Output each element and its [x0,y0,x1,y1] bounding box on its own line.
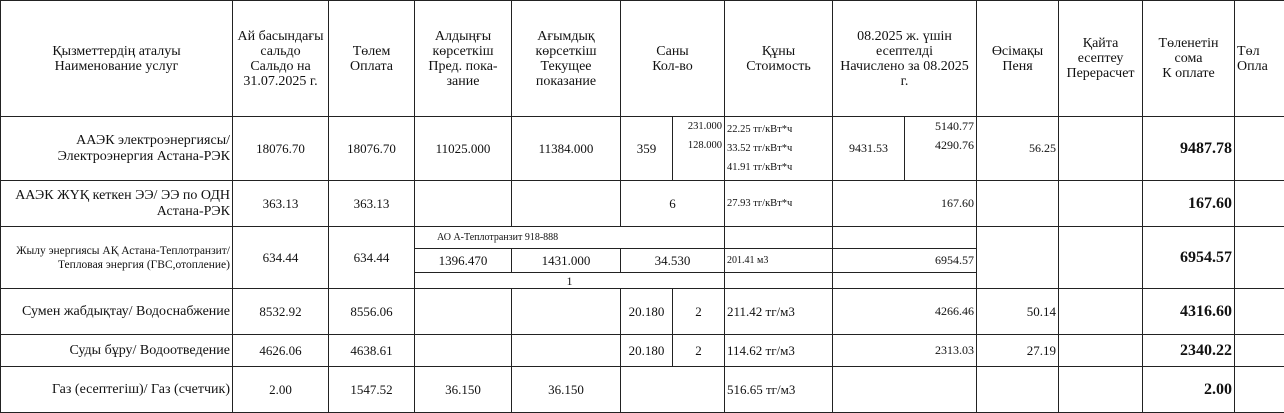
rate-list: 22.25 тг/кВт*ч 33.52 тг/кВт*ч 41.91 тг/кВт*ч [725,117,833,181]
payment-cell: 1547.52 [329,367,415,413]
cut-off-cell [1235,181,1284,227]
payment-cell: 363.13 [329,181,415,227]
recalc-cell [1059,289,1143,335]
rate-cell [725,227,833,249]
recalc-cell [1059,117,1143,181]
topay-cell: 4316.60 [1143,289,1235,335]
balance-cell: 8532.92 [233,289,329,335]
curr-reading-cell [512,335,621,367]
rate-cell [725,273,833,289]
payment-cell: 8556.06 [329,289,415,335]
rate-cell: 211.42 тг/м3 [725,289,833,335]
topay-cell: 2340.22 [1143,335,1235,367]
balance-cell: 2.00 [233,367,329,413]
quantity-parts: 231.000 128.000 [673,117,725,181]
cut-off-cell [1235,367,1284,413]
header-prev-reading: Алдыңғы көрсеткіш Пред. пока-зание [415,1,512,117]
header-quantity: Саны Кол-во [621,1,725,117]
header-topay: Төленетін сома К оплате [1143,1,1235,117]
meter-label: АО А-Теплотранзит 918-888 [415,227,725,249]
quantity-cell: 6 [621,181,725,227]
recalc-cell [1059,367,1143,413]
balance-cell: 18076.70 [233,117,329,181]
quantity-cell [621,367,725,413]
rate-cell: 114.62 тг/м3 [725,335,833,367]
accrued-cell [833,227,977,249]
header-row [1,1,1284,117]
quantity-total: 359 [621,117,673,181]
header-accrued: 08.2025 ж. үшін есептелді Начислено за 08.2025 г. [833,1,977,117]
quantity-cell: 20.180 [621,289,673,335]
accrued-cell: 4266.46 [833,289,977,335]
header-curr-reading: Ағымдық көрсеткіш Текущее показание [512,1,621,117]
accrued-cell [833,273,977,289]
payment-cell: 4638.61 [329,335,415,367]
table-row-sewer [1,335,1284,367]
recalc-cell [1059,335,1143,367]
prev-reading-cell: 36.150 [415,367,512,413]
prev-reading-cell [415,335,512,367]
accrued-cell [833,367,977,413]
accrued-parts: 5140.77 4290.76 [905,117,977,181]
curr-reading-cell [512,289,621,335]
table-row-electricity [1,117,1284,181]
accrued-total: 9431.53 [833,117,905,181]
topay-cell: 9487.78 [1143,117,1235,181]
penalty-cell [977,367,1059,413]
table-row-heat [1,227,1284,249]
rate-cell: 201.41 м3 [725,249,833,273]
penalty-cell [977,181,1059,227]
accrued-cell: 2313.03 [833,335,977,367]
curr-reading-cell: 36.150 [512,367,621,413]
topay-cell: 6954.57 [1143,227,1235,289]
rate-cell: 516.65 тг/м3 [725,367,833,413]
topay-cell: 167.60 [1143,181,1235,227]
cut-off-cell [1235,335,1284,367]
service-name: Сумен жабдықтау/ Водоснабжение [1,289,233,335]
extra-cell: 1 [415,273,725,289]
service-name: ААЭК электроэнергиясы/ Электроэнергия Астана-РЭК [1,117,233,181]
penalty-cell: 50.14 [977,289,1059,335]
curr-reading-cell: 11384.000 [512,117,621,181]
prev-reading-cell: 1396.470 [415,249,512,273]
penalty-cell: 27.19 [977,335,1059,367]
quantity-persons: 2 [673,289,725,335]
prev-reading-cell [415,181,512,227]
cut-off-cell [1235,289,1284,335]
header-cut-off: Төл Опла [1235,1,1284,117]
header-penalty: Өсімақы Пеня [977,1,1059,117]
prev-reading-cell [415,289,512,335]
accrued-cell: 6954.57 [833,249,977,273]
table-row-odn [1,181,1284,227]
balance-cell: 4626.06 [233,335,329,367]
curr-reading-cell: 1431.000 [512,249,621,273]
quantity-persons: 2 [673,335,725,367]
header-payment: Төлем Оплата [329,1,415,117]
payment-cell: 18076.70 [329,117,415,181]
recalc-cell [1059,227,1143,289]
balance-cell: 363.13 [233,181,329,227]
service-name: Газ (есептегіш)/ Газ (счетчик) [1,367,233,413]
header-recalc: Қайта есептеу Перерасчет [1059,1,1143,117]
header-cost: Құны Стоимость [725,1,833,117]
cut-off-cell [1235,117,1284,181]
penalty-cell: 56.25 [977,117,1059,181]
header-balance: Ай басындағы сальдо Сальдо на 31.07.2025 г. [233,1,329,117]
table-row-gas [1,367,1284,413]
service-name: Суды бұру/ Водоотведение [1,335,233,367]
prev-reading-cell: 11025.000 [415,117,512,181]
curr-reading-cell [512,181,621,227]
quantity-cell: 20.180 [621,335,673,367]
rate-cell: 27.93 тг/кВт*ч [725,181,833,227]
topay-cell: 2.00 [1143,367,1235,413]
penalty-cell [977,227,1059,289]
header-service: Қызметтердің аталуы Наименование услуг [1,1,233,117]
recalc-cell [1059,181,1143,227]
quantity-cell: 34.530 [621,249,725,273]
cut-off-cell [1235,227,1284,289]
payment-cell: 634.44 [329,227,415,289]
accrued-cell: 167.60 [833,181,977,227]
balance-cell: 634.44 [233,227,329,289]
service-name: Жылу энергиясы АҚ Астана-Теплотранзит/ Тепловая энергия (ГВС,отопление) [1,227,233,289]
service-name: ААЭК ЖҮҚ кеткен ЭЭ/ ЭЭ по ОДН Астана-РЭК [1,181,233,227]
table-row-water [1,289,1284,335]
